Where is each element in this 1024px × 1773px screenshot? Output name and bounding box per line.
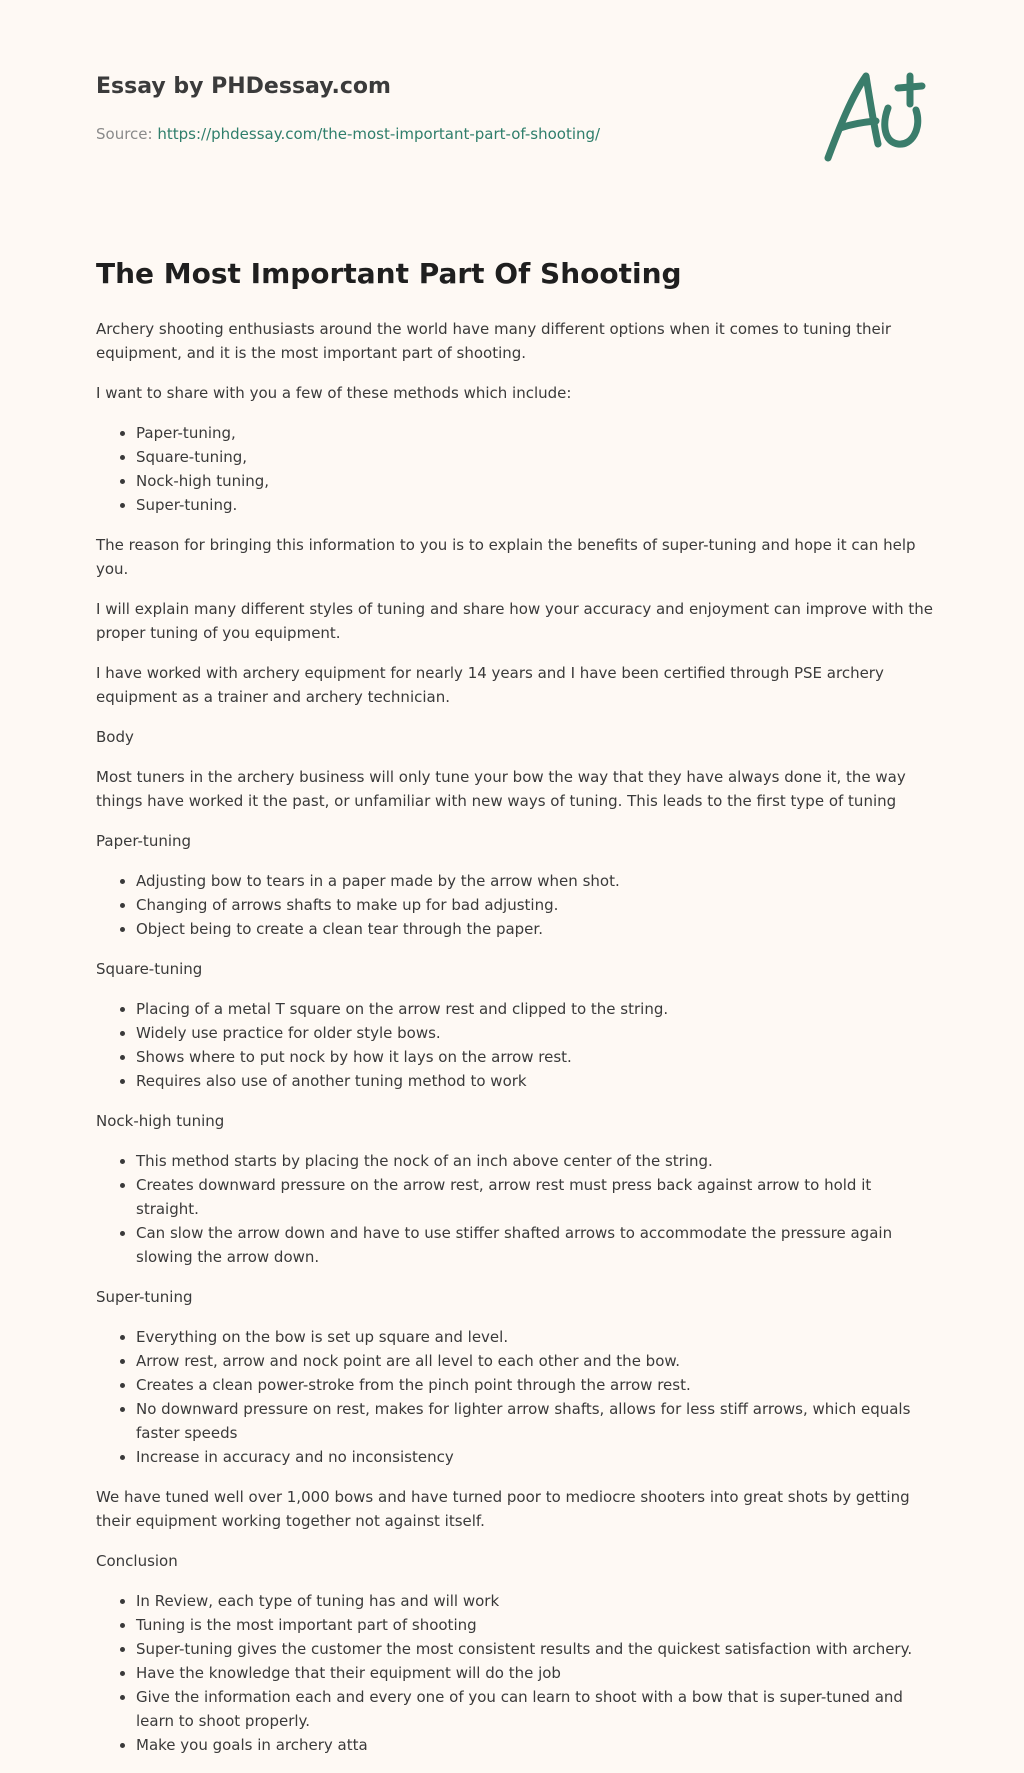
paragraph: Square-tuning (96, 960, 203, 978)
paragraph: We have tuned well over 1,000 bows and have turned poor to mediocre shooters into great shots by getting their equipment working together not against itself. (96, 1488, 910, 1530)
bullet-list (96, 997, 936, 1093)
source-label: Source: (96, 125, 153, 143)
list-item: • Super-tuning. (136, 493, 936, 517)
list-item: • Square-tuning, (136, 445, 936, 469)
source-line (96, 125, 600, 143)
list-item: • Creates a clean power-stroke from the pinch point through the arrow rest. (136, 1373, 936, 1397)
bullet-list (96, 869, 936, 941)
paragraph: Super-tuning (96, 1288, 193, 1306)
list-item: • In Review, each type of tuning has and will work (136, 1589, 936, 1613)
list-item: • Nock-high tuning, (136, 469, 936, 493)
list-item: • Widely use practice for older style bows. (136, 1021, 936, 1045)
list-item: • Increase in accuracy and no inconsistency (136, 1445, 936, 1469)
bullet-list (96, 1325, 936, 1469)
header (96, 74, 600, 143)
list-item: • Placing of a metal T square on the arrow rest and clipped to the string. (136, 997, 936, 1021)
list-item: • Adjusting bow to tears in a paper made by the arrow when shot. (136, 869, 936, 893)
list-item: • No downward pressure on rest, makes for lighter arrow shafts, allows for less stiff arrows, which equals faster speeds (136, 1397, 936, 1445)
paragraph: Body (96, 728, 134, 746)
list-item: • Object being to create a clean tear through the paper. (136, 917, 936, 941)
paragraph: Conclusion (96, 1552, 178, 1570)
paragraph: The reason for bringing this information to you is to explain the benefits of super-tuning and hope it can help you. (96, 536, 916, 578)
list-item: • Everything on the bow is set up square and level. (136, 1325, 936, 1349)
list-item: • Changing of arrows shafts to make up for bad adjusting. (136, 893, 936, 917)
bullet-list (96, 1589, 936, 1757)
list-item: • This method starts by placing the nock of an inch above center of the string. (136, 1149, 936, 1173)
paragraph: Nock-high tuning (96, 1112, 225, 1130)
list-item: • Requires also use of another tuning method to work (136, 1069, 936, 1093)
list-item: • Shows where to put nock by how it lays on the arrow rest. (136, 1045, 936, 1069)
source-link[interactable]: https://phdessay.com/the-most-important-part-of-shooting/ (157, 125, 601, 143)
list-item: • Can slow the arrow down and have to use stiffer shafted arrows to accommodate the pressure again slowing the arrow down. (136, 1221, 936, 1269)
paragraph: I have worked with archery equipment for nearly 14 years and I have been certified through PSE archery equipment as a trainer and archery technician. (96, 664, 884, 706)
a-plus-logo-icon (818, 66, 938, 174)
paragraph: Paper-tuning (96, 832, 192, 850)
paragraph: Most tuners in the archery business will only tune your bow the way that they have always done it, the way things have worked it the past, or unfamiliar with new ways of tuning. This leads to the first type of tuning (96, 768, 906, 810)
paragraph: I want to share with you a few of these methods which include: (96, 384, 572, 402)
brand-title: Essay by PHDessay.com (96, 74, 391, 99)
essay-title: The Most Important Part Of Shooting (96, 257, 682, 290)
list-item: • Arrow rest, arrow and nock point are all level to each other and the bow. (136, 1349, 936, 1373)
list-item: • Make you goals in archery atta (136, 1733, 936, 1757)
list-item: • Tuning is the most important part of shooting (136, 1613, 936, 1637)
list-item: • Give the information each and every one of you can learn to shoot with a bow that is super-tuned and learn to shoot properly. (136, 1685, 936, 1733)
list-item: • Creates downward pressure on the arrow rest, arrow rest must press back against arrow to hold it straight. (136, 1173, 936, 1221)
bullet-list (96, 1149, 936, 1269)
paragraph: I will explain many different styles of tuning and share how your accuracy and enjoyment can improve with the proper tuning of you equipment. (96, 600, 934, 642)
bullet-list (96, 421, 936, 517)
list-item: • Super-tuning gives the customer the most consistent results and the quickest satisfaction with archery. (136, 1637, 936, 1661)
list-item: • Paper-tuning, (136, 421, 936, 445)
essay-content (96, 256, 936, 1773)
list-item: • Have the knowledge that their equipment will do the job (136, 1661, 936, 1685)
paragraph: Archery shooting enthusiasts around the world have many different options when it comes to tuning their equipment, and it is the most important part of shooting. (96, 320, 892, 362)
